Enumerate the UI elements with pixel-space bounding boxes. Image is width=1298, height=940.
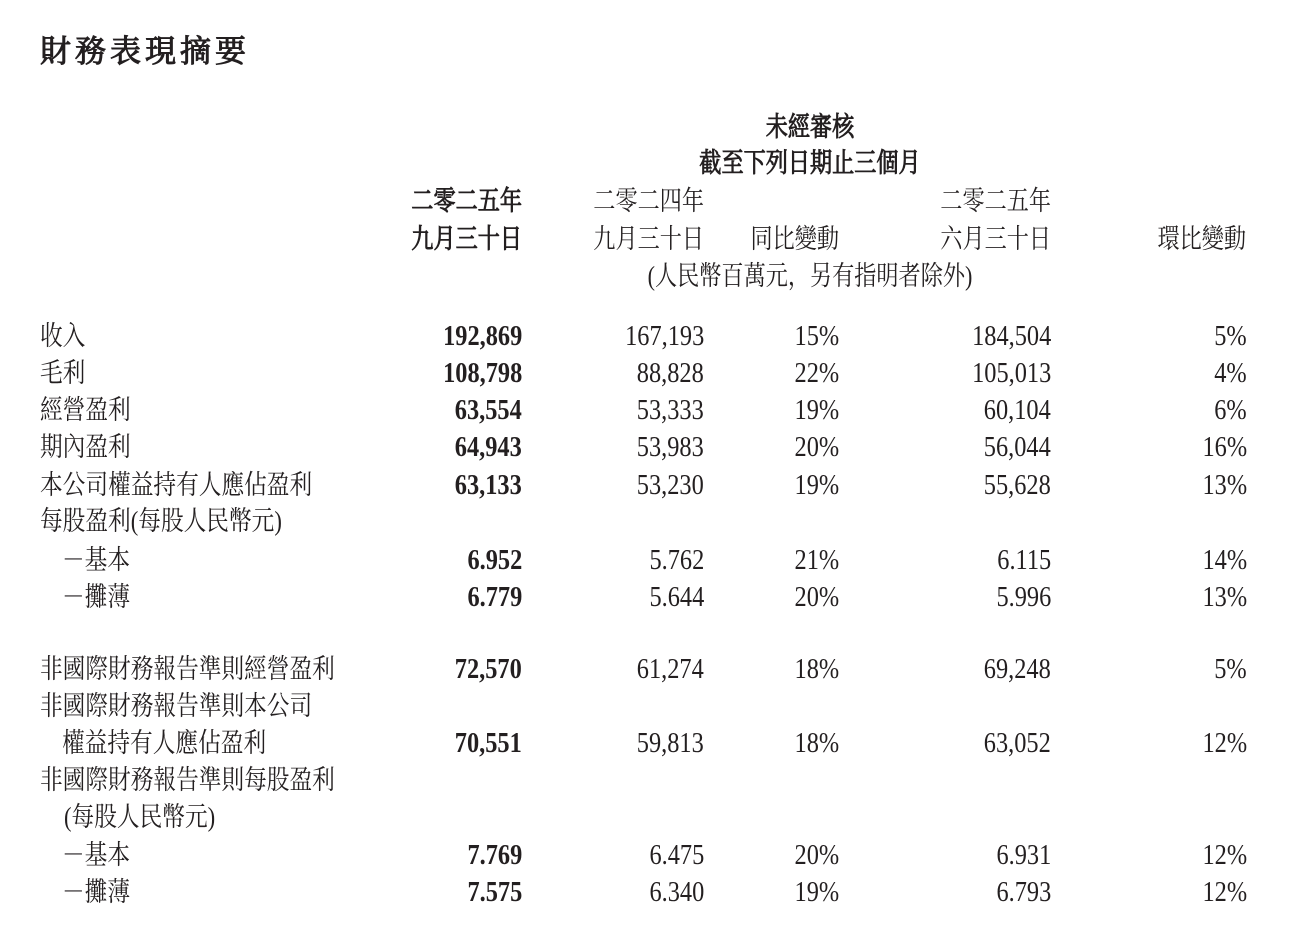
- cell-prior-year: 6.340: [649, 876, 704, 908]
- cell-current: 70,551: [455, 727, 522, 759]
- cell-current: 6.779: [467, 581, 522, 613]
- col4-header-date: 六月三十日: [940, 224, 1051, 254]
- cell-current: 63,554: [455, 394, 522, 426]
- cell-prior-year: 5.644: [649, 581, 704, 613]
- unaudited-label: 未經審核: [765, 112, 855, 142]
- cell-current: 63,133: [455, 469, 522, 501]
- row-label: 收入: [40, 321, 86, 351]
- cell-yoy: 22%: [794, 357, 839, 389]
- cell-qoq: 5%: [1214, 653, 1247, 685]
- cell-prior-quarter: 5.996: [996, 581, 1051, 613]
- cell-prior-year: 53,333: [637, 394, 704, 426]
- cell-prior-quarter: 56,044: [984, 431, 1051, 463]
- col4-header-year: 二零二五年: [940, 186, 1051, 216]
- cell-prior-year: 167,193: [624, 320, 704, 352]
- cell-qoq: 13%: [1202, 581, 1247, 613]
- col2-header-year: 二零二四年: [593, 186, 704, 216]
- row-label: 期內盈利: [40, 432, 131, 462]
- cell-qoq: 12%: [1202, 839, 1247, 871]
- unit-note: (人民幣百萬元，另有指明者除外): [647, 261, 973, 291]
- cell-prior-quarter: 184,504: [971, 320, 1051, 352]
- col5-header-qoq: 環比變動: [1157, 224, 1246, 254]
- row-label: 經營盈利: [40, 395, 131, 425]
- cell-yoy: 19%: [794, 469, 839, 501]
- cell-yoy: 21%: [794, 544, 839, 576]
- cell-qoq: 12%: [1202, 727, 1247, 759]
- row-label: －攤薄: [62, 877, 131, 907]
- col3-header-yoy: 同比變動: [750, 224, 839, 254]
- cell-current: 7.575: [467, 876, 522, 908]
- cell-current: 7.769: [467, 839, 522, 871]
- cell-prior-quarter: 60,104: [984, 394, 1051, 426]
- cell-yoy: 19%: [794, 394, 839, 426]
- cell-prior-year: 61,274: [637, 653, 704, 685]
- cell-prior-year: 59,813: [637, 727, 704, 759]
- cell-qoq: 12%: [1202, 876, 1247, 908]
- cell-qoq: 16%: [1202, 431, 1247, 463]
- row-label: 毛利: [40, 358, 86, 388]
- col1-header-date: 九月三十日: [411, 224, 522, 254]
- cell-yoy: 15%: [794, 320, 839, 352]
- period-label: 截至下列日期止三個月: [699, 148, 921, 178]
- cell-yoy: 20%: [794, 581, 839, 613]
- cell-qoq: 6%: [1214, 394, 1247, 426]
- row-label: 每股盈利(每股人民幣元): [40, 506, 282, 536]
- row-label: 本公司權益持有人應佔盈利: [40, 470, 313, 500]
- row-label: －基本: [62, 545, 131, 575]
- col2-header-date: 九月三十日: [593, 224, 704, 254]
- cell-qoq: 5%: [1214, 320, 1247, 352]
- row-label: (每股人民幣元): [64, 802, 216, 832]
- cell-yoy: 18%: [794, 727, 839, 759]
- cell-prior-year: 53,230: [637, 469, 704, 501]
- cell-prior-quarter: 6.931: [996, 839, 1051, 871]
- cell-prior-year: 53,983: [637, 431, 704, 463]
- row-label: 權益持有人應佔盈利: [62, 728, 267, 758]
- cell-prior-quarter: 105,013: [971, 357, 1051, 389]
- cell-prior-quarter: 63,052: [984, 727, 1051, 759]
- cell-prior-year: 88,828: [637, 357, 704, 389]
- cell-current: 192,869: [442, 320, 522, 352]
- cell-prior-year: 6.475: [649, 839, 704, 871]
- row-label: －攤薄: [62, 582, 131, 612]
- cell-current: 72,570: [455, 653, 522, 685]
- cell-current: 6.952: [467, 544, 522, 576]
- cell-yoy: 18%: [794, 653, 839, 685]
- cell-qoq: 13%: [1202, 469, 1247, 501]
- row-label: 非國際財務報告準則每股盈利: [40, 765, 335, 795]
- row-label: 非國際財務報告準則本公司: [40, 691, 313, 721]
- cell-current: 64,943: [455, 431, 522, 463]
- row-label: －基本: [62, 840, 131, 870]
- col1-header-year: 二零二五年: [411, 186, 522, 216]
- cell-yoy: 19%: [794, 876, 839, 908]
- page-title: 財務表現摘要: [40, 34, 250, 70]
- cell-current: 108,798: [442, 357, 522, 389]
- cell-prior-year: 5.762: [649, 544, 704, 576]
- cell-prior-quarter: 6.115: [997, 544, 1051, 576]
- cell-prior-quarter: 69,248: [984, 653, 1051, 685]
- cell-prior-quarter: 55,628: [984, 469, 1051, 501]
- cell-yoy: 20%: [794, 431, 839, 463]
- cell-qoq: 14%: [1202, 544, 1247, 576]
- cell-yoy: 20%: [794, 839, 839, 871]
- cell-qoq: 4%: [1214, 357, 1247, 389]
- cell-prior-quarter: 6.793: [996, 876, 1051, 908]
- row-label: 非國際財務報告準則經營盈利: [40, 654, 335, 684]
